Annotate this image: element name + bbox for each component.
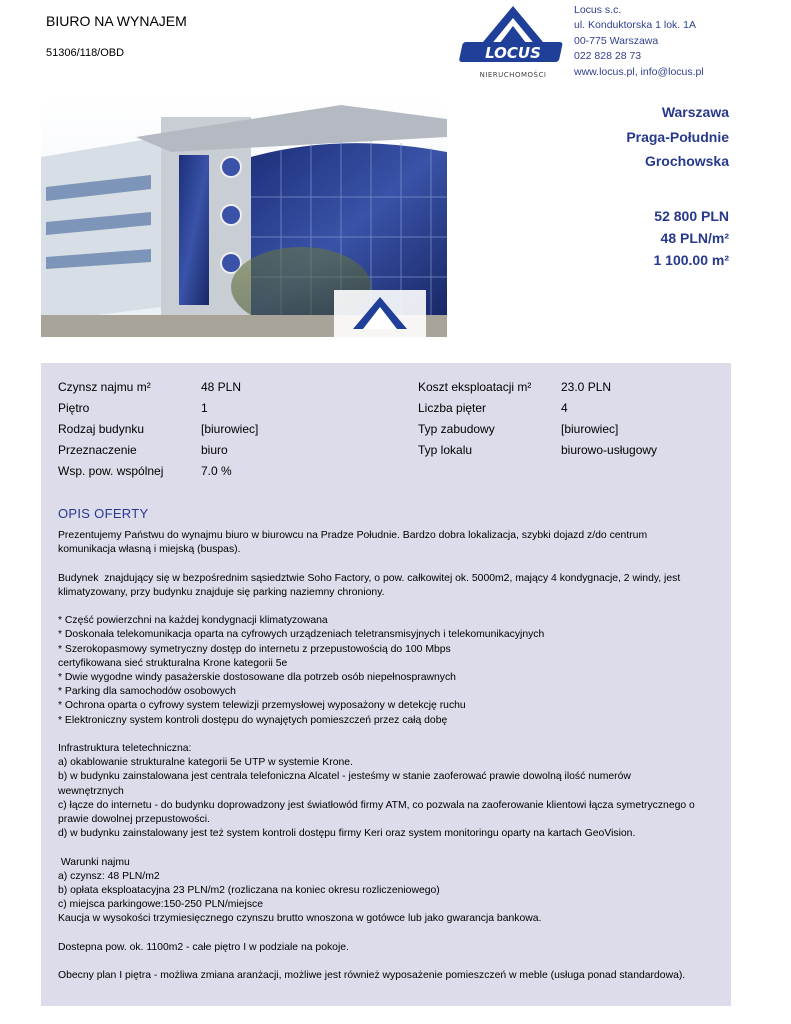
- param-label: Liczba pięter: [418, 401, 487, 415]
- description-line: c) łącze do internetu - do budynku doprowadzony jest światłowód firmy ATM, co pozwala na zaoferowanie klientowi łącza symetrycznego o: [58, 799, 695, 811]
- description-line: b) opłata eksploatacyjna 23 PLN/m2 (rozliczana na koniec okresu rozliczeniowego): [58, 885, 440, 897]
- offer-description-heading: OPIS OFERTY: [58, 506, 149, 521]
- description-line: * Ochrona oparta o cyfrowy system telewizji przemysłowej wyposażony w detekcję ruchu: [58, 700, 466, 712]
- description-line: Prezentujemy Państwu do wynajmu biuro w biurowcu na Pradze Południe. Bardzo dobra lokalizacja, szybki dojazd z/do centrum: [58, 530, 648, 541]
- param-value: 23.0 PLN: [561, 380, 612, 394]
- description-line: c) miejsca parkingowe:150-250 PLN/miejsce: [58, 899, 264, 911]
- location-city: Warszawa: [661, 104, 729, 120]
- price-total: 52 800 PLN: [654, 208, 729, 224]
- description-line: Dostepna pow. ok. 1100m2 - całe piętro I w podziale na pokoje.: [58, 941, 349, 953]
- location-block: [626, 100, 729, 174]
- description-line: * Szerokopasmowy symetryczny dostęp do internetu z przepustowością do 100 Mbps: [58, 643, 451, 655]
- description-line: prawie dowolnej przepustowości.: [58, 814, 210, 826]
- description-line: klimatyzowany, przy budynku znajduje się parking naziemny chroniony.: [58, 586, 385, 598]
- price-per-m2: 48 PLN/m²: [660, 230, 729, 246]
- param-value: [biurowiec]: [201, 422, 259, 436]
- location-district: Praga-Południe: [626, 128, 729, 145]
- param-value: biuro: [201, 443, 228, 457]
- company-street: ul. Konduktorska 1 lok. 1A: [574, 19, 696, 32]
- document-title: BIURO NA WYNAJEM: [46, 13, 187, 29]
- paragraph-gap: [58, 600, 718, 614]
- param-value: biurowo-usługowy: [561, 443, 658, 457]
- param-value: 4: [561, 401, 568, 415]
- description-line: d) w budynku zainstalowany jest też system kontroli dostępu firmy Keri oraz system monitoringu oparty na kartach GeoVision.: [58, 828, 636, 840]
- company-web-email[interactable]: www.locus.pl, info@locus.pl: [574, 65, 704, 78]
- param-label: Typ lokalu: [418, 443, 473, 457]
- param-label: Rodzaj budynku: [58, 422, 145, 436]
- area-total: 1 100.00 m²: [653, 252, 729, 268]
- offer-description: [58, 529, 718, 983]
- param-value: 7.0 %: [201, 464, 232, 478]
- description-line: * Elektroniczny system kontroli dostępu do wynajętych pomieszczeń przez całą dobę: [58, 714, 448, 726]
- location-street: Grochowska: [644, 153, 729, 169]
- description-line: Kaucja w wysokości trzymiesięcznego czynszu brutto wnoszona w gotówce lub jako gwarancja bankowa.: [58, 913, 542, 925]
- description-line: * Doskonała telekomunikacja oparta na cyfrowych urządzeniach teletransmisyjnych i telekomunikacyjnych: [58, 629, 545, 641]
- description-line: * Część powierzchni na każdej kondygnacji klimatyzowana: [58, 615, 328, 627]
- description-line: a) czynsz: 48 PLN/m2: [58, 870, 160, 882]
- paragraph-gap: [58, 557, 718, 571]
- logo-tagline-text: NIERUCHOMOŚCI: [479, 71, 547, 79]
- details-panel: [41, 363, 731, 1006]
- locus-logo: [459, 4, 567, 82]
- paragraph-gap: [58, 841, 718, 855]
- description-line: * Dwie wygodne windy pasażerskie dostosowane dla potrzeb osób niepełnosprawnych: [58, 672, 456, 683]
- param-label: Czynsz najmu m²: [58, 380, 151, 394]
- param-label: Koszt eksploatacji m²: [418, 380, 532, 394]
- locus-logo-icon: [459, 4, 567, 82]
- company-name: Locus s.c.: [574, 4, 622, 16]
- param-label: Typ zabudowy: [418, 422, 495, 436]
- description-line: * Parking dla samochodów osobowych: [58, 686, 236, 698]
- building-photo-image: [41, 97, 447, 337]
- logo-brand-text: LOCUS: [485, 44, 541, 62]
- description-line: Obecny plan I piętra - możliwa zmiana aranżacji, możliwe jest również wyposażenie pomieszczeń w meble (usługa ponad standardowa).: [58, 970, 686, 982]
- param-value: 48 PLN: [201, 380, 242, 394]
- description-line: Budynek znajdujący się w bezpośrednim sąsiedztwie Soho Factory, o pow. całkowitej ok. 5000m2, mający 4 kondygnacje, 2 windy, jest: [58, 572, 681, 584]
- description-line: certyfikowana sieć strukturalna Krone kategorii 5e: [58, 657, 288, 669]
- building-photo: [41, 97, 447, 337]
- paragraph-gap: [58, 955, 718, 969]
- contact-block: [574, 3, 704, 80]
- paragraph-gap: [58, 927, 718, 941]
- description-line: komunikacja własną i miejską (buspas).: [58, 544, 241, 556]
- price-block: [654, 205, 730, 271]
- param-label: Wsp. pow. wspólnej: [58, 464, 164, 478]
- offer-reference: 51306/118/OBD: [46, 47, 125, 59]
- description-line: b) w budynku zainstalowana jest centrala telefoniczna Alcatel - jesteśmy w stanie zaoferować prawie dowolną ilość numerów: [58, 771, 631, 783]
- description-line: Infrastruktura teletechniczna:: [58, 743, 192, 754]
- description-line: wewnętrznych: [58, 785, 124, 797]
- param-label: Piętro: [58, 401, 90, 415]
- description-line: a) okablowanie strukturalne kategorii 5e UTP w systemie Krone.: [58, 757, 353, 769]
- description-line: Warunki najmu: [58, 856, 130, 868]
- paragraph-gap: [58, 728, 718, 742]
- param-label: Przeznaczenie: [58, 443, 137, 457]
- param-value: [biurowiec]: [561, 422, 619, 436]
- param-value: 1: [201, 401, 208, 415]
- company-phone: 022 828 28 73: [574, 50, 642, 63]
- company-city: 00-775 Warszawa: [574, 34, 659, 47]
